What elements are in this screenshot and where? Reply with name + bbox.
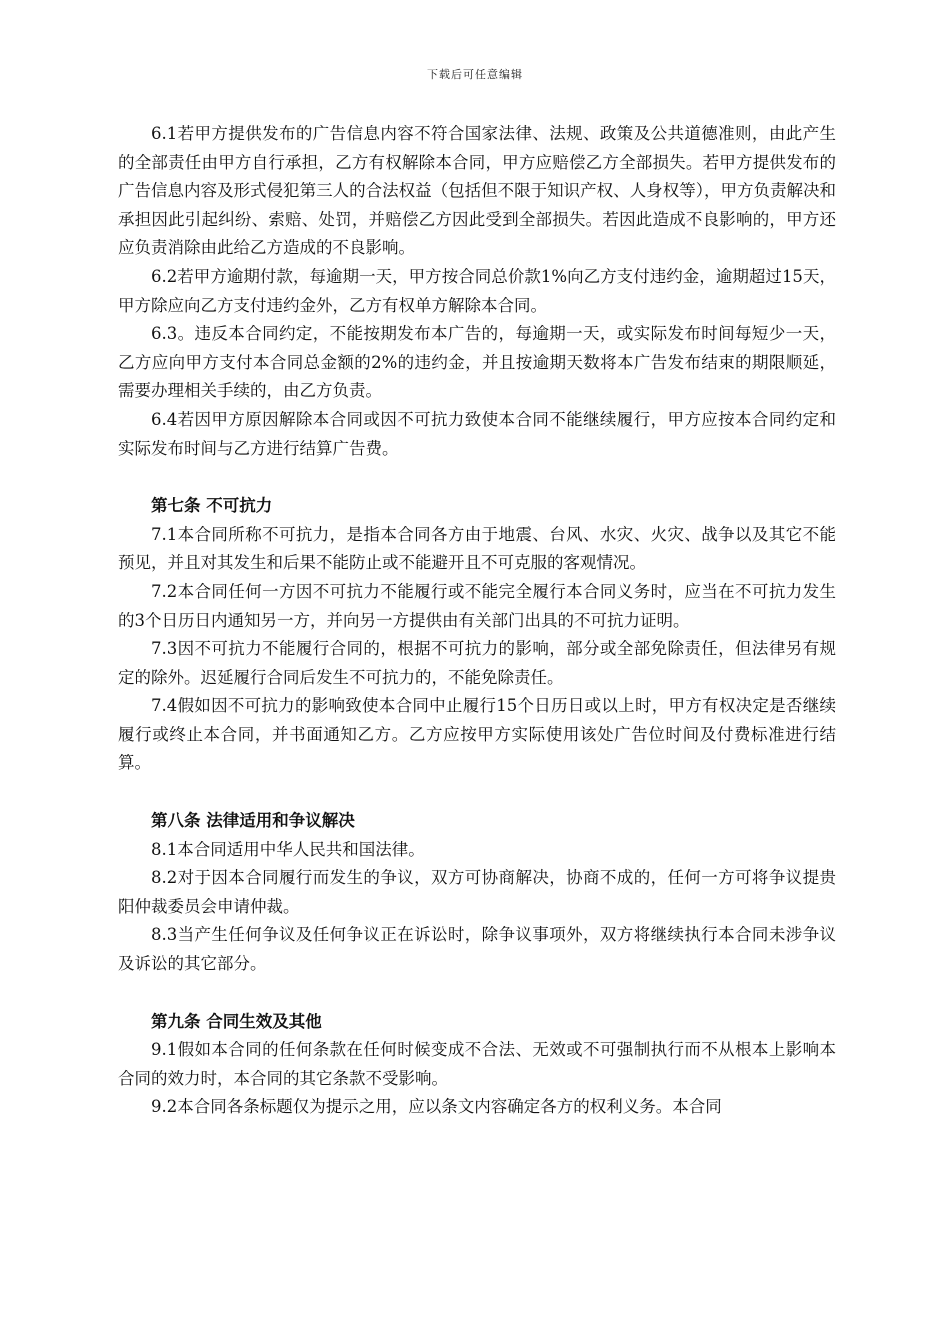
clause-8-2: 8.2对于因本合同履行而发生的争议，双方可协商解决，协商不成的，任何一方可将争议提贵阳仲裁委员会申请仲裁。 <box>118 868 836 916</box>
section-6 <box>118 120 836 463</box>
section-8 <box>118 807 836 979</box>
page-header: 下载后可任意编辑 <box>427 68 523 81</box>
section-heading-9: 第九条 合同生效及其他 <box>151 1011 322 1031</box>
section-heading-8: 第八条 法律适用和争议解决 <box>151 811 355 831</box>
clause-7-1: 7.1本合同所称不可抗力，是指本合同各方由于地震、台风、水灾、火灾、战争以及其它不能预见，并且对其发生和后果不能防止或不能避开且不可克服的客观情况。 <box>118 524 836 573</box>
clause-8-1: 8.1本合同适用中华人民共和国法律。 <box>151 839 425 859</box>
section-7 <box>118 492 836 778</box>
clause-6-3: 6.3。违反本合同约定，不能按期发布本广告的，每逾期一天，或实际发布时间每短少一天，乙方应向甲方支付本合同总金额的2%的违约金，并且按逾期天数将本广告发布结束的期限顺延，需要办理相关手续的，由乙方负责。 <box>118 324 836 401</box>
document-body <box>118 120 836 1122</box>
clause-6-1: 6.1若甲方提供发布的广告信息内容不符合国家法律、法规、政策及公共道德准则，由此产生的全部责任由甲方自行承担，乙方有权解除本合同，甲方应赔偿乙方全部损失。若甲方提供发布的广告信息内容及形式侵犯第三人的合法权益（包括但不限于知识产权、人身权等），甲方负责解决和承担因此引起纠纷、索赔、处罚，并赔偿乙方因此受到全部损失。若因此造成不良影响的，甲方还应负责消除由此给乙方造成的不良影响。 <box>118 124 836 258</box>
section-9 <box>118 1008 836 1122</box>
section-gap <box>118 778 836 807</box>
clause-7-2: 7.2本合同任何一方因不可抗力不能履行或不能完全履行本合同义务时，应当在不可抗力发生的3个日历日内通知另一方，并向另一方提供由有关部门出具的不可抗力证明。 <box>118 581 836 630</box>
section-gap <box>118 463 836 492</box>
section-heading-7: 第七条 不可抗力 <box>151 496 273 516</box>
clause-9-2: 9.2本合同各条标题仅为提示之用，应以条文内容确定各方的权利义务。本合同 <box>151 1097 722 1117</box>
clause-8-3: 8.3当产生任何争议及任何争议正在诉讼时，除争议事项外，双方将继续执行本合同未涉争议及诉讼的其它部分。 <box>118 925 836 974</box>
section-gap <box>118 979 836 1008</box>
clause-6-4: 6.4若因甲方原因解除本合同或因不可抗力致使本合同不能继续履行，甲方应按本合同约定和实际发布时间与乙方进行结算广告费。 <box>118 409 836 458</box>
clause-9-1: 9.1假如本合同的任何条款在任何时候变成不合法、无效或不可强制执行而不从根本上影响本合同的效力时，本合同的其它条款不受影响。 <box>118 1040 836 1088</box>
clause-7-4: 7.4假如因不可抗力的影响致使本合同中止履行15个日历日或以上时，甲方有权决定是否继续履行或终止本合同，并书面通知乙方。乙方应按甲方实际使用该处广告位时间及付费标准进行结算。 <box>118 696 836 773</box>
clause-6-2: 6.2若甲方逾期付款，每逾期一天，甲方按合同总价款1%向乙方支付违约金，逾期超过15天，甲方除应向乙方支付违约金外，乙方有权单方解除本合同。 <box>118 266 836 315</box>
clause-7-3: 7.3因不可抗力不能履行合同的，根据不可抗力的影响，部分或全部免除责任，但法律另有规定的除外。迟延履行合同后发生不可抗力的，不能免除责任。 <box>118 639 836 687</box>
